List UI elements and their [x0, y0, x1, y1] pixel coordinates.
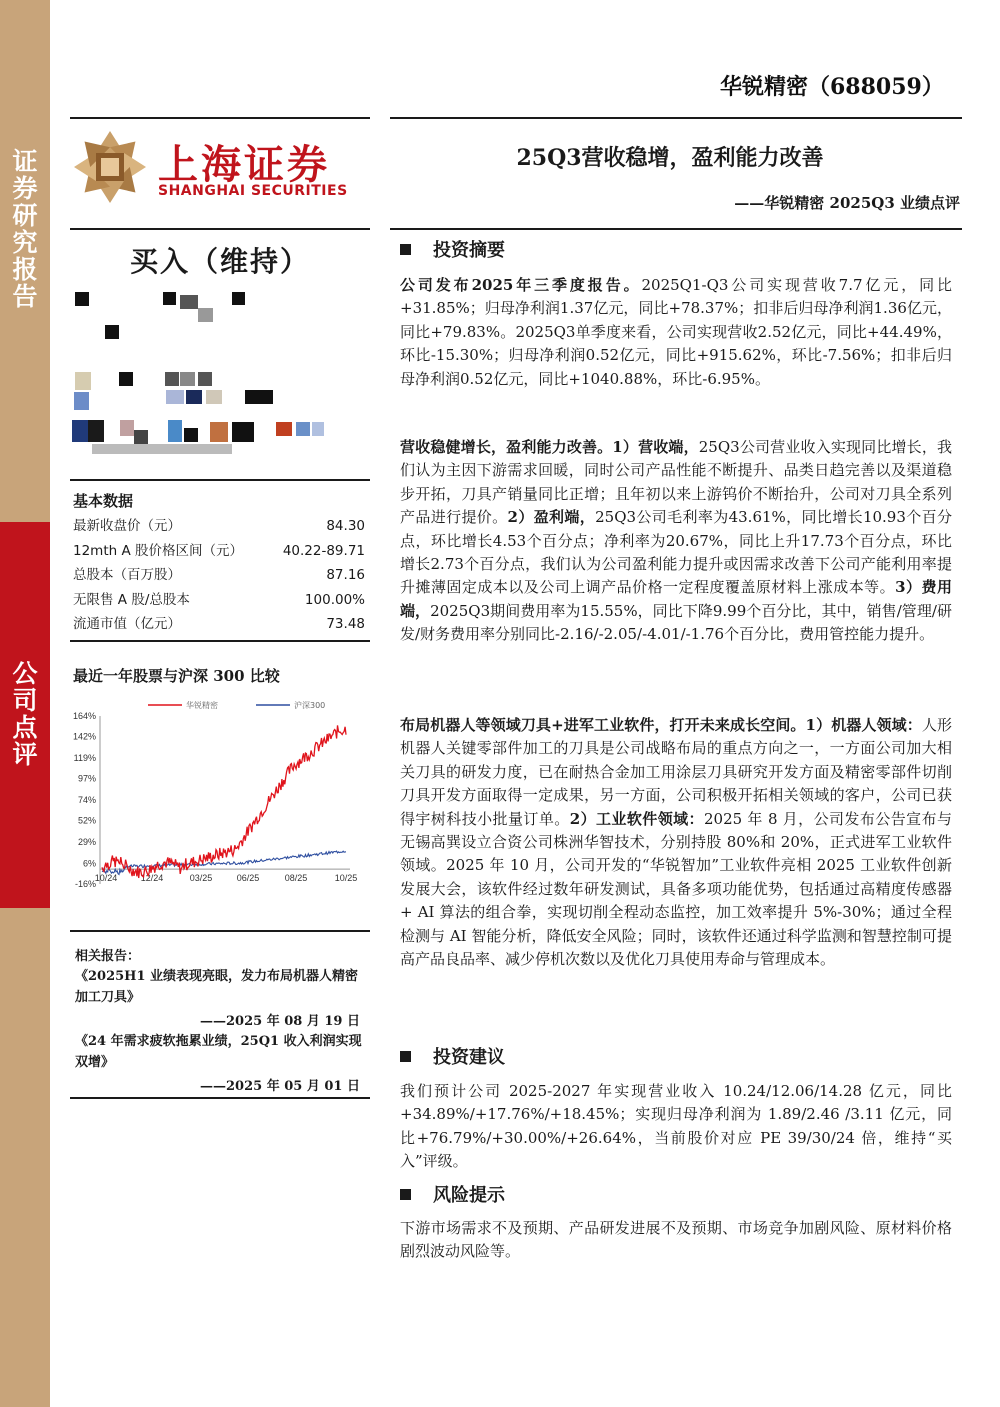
advice-heading-text: 投资建议 — [433, 1047, 505, 1068]
chart-y-tick-label: 119% — [73, 753, 96, 763]
stats-value: 84.30 — [326, 518, 365, 534]
related-report-title-2: 《24 年需求疲软拖累业绩，25Q1 收入利润实现双增》 — [75, 1034, 362, 1070]
chart-y-tick-label: 52% — [77, 815, 96, 826]
company-name-code: 华锐精密（688059） — [720, 74, 944, 100]
bullet-square-icon — [400, 1051, 411, 1062]
chart-y-tick-label: 164% — [72, 711, 96, 721]
paragraph-lead: 公司发布2025年三季度报告。 — [400, 276, 642, 294]
side-label-report-category: 公司点评 — [12, 659, 38, 769]
chart-x-tick-label: 08/25 — [284, 873, 308, 884]
summary-heading — [400, 236, 505, 262]
chart-y-tick-label: 97% — [77, 773, 96, 784]
logo-emblem-icon — [70, 127, 150, 207]
stats-row-unrestricted-ratio — [73, 588, 365, 613]
basic-data-divider — [70, 479, 370, 481]
stats-bottom-divider — [70, 640, 370, 642]
paragraph-sublead: 2）盈利端， — [507, 508, 596, 527]
stats-value: 100.00% — [304, 591, 365, 608]
paragraph-lead: 营收稳健增长，盈利能力改善。1）营收端， — [400, 438, 699, 456]
summary-paragraph-3 — [400, 714, 952, 971]
chart-x-tick-label: 03/25 — [189, 873, 213, 884]
summary-heading-text: 投资摘要 — [433, 240, 505, 261]
chart-y-tick-label: 74% — [77, 795, 96, 805]
investment-rating: 买入（维持） — [129, 245, 310, 278]
chart-y-tick-label: 29% — [77, 837, 96, 847]
bullet-square-icon — [400, 1189, 411, 1200]
stats-row-float-cap — [73, 612, 365, 637]
paragraph-body: 2025Q3期间费用率为15.55%，同比下降9.99个百分比，其中，销售/管理/研发/财务费用率分别同比-2.16/-2.05/-4.01/-1.76个百分比，费用管控能力提升。 — [400, 601, 952, 644]
paragraph-body: 2025Q1-Q3公司实现营收7.7亿元，同比+31.85%；归母净利润1.37亿元，同比+78.37%；扣非后归母净利润1.36亿元，同比+79.83%。2025Q3单季度来看，公司实现营收2.52亿元，同比+44.49%，环比-15.30%；归母净利润0.52亿元，同比+915.62%，环比-7.56%；扣非后归母净利润0.52亿元，同比+1040.88%，环比-6.95%。 — [400, 276, 952, 388]
bullet-square-icon — [400, 244, 411, 255]
stats-label: 总股本（百万股） — [73, 567, 181, 584]
risk-heading-text: 风险提示 — [433, 1185, 505, 1206]
chart-x-tick-label: 06/25 — [236, 873, 260, 884]
paragraph-body: 2025 年 8 月，公司发布公告宣布与无锡高巽设立合资公司株洲华智技术，分别持股 80%和 20%，正式进军工业软件领域。2025 年 10 月，公司开发的“华锐智加”工业软件亮相 2025 工业软件创新发展大会，该软件经过数年研发测试，具备多项功能优势，包括通过高精度传感器 + AI 算法的组合拳，实现切削全程动态监控，加工效率提升 5%-30%；通过全程检测与 AI 智能分析，降低安全风险；同时，该软件还通过科学监测和智慧控制可提高产品良品率、减少停机次数以及优化刀具使用寿命与管理成本。 — [400, 809, 952, 969]
chart-x-tick-label: 10/24 — [94, 873, 118, 884]
summary-paragraph-1 — [400, 274, 952, 391]
related-reports-label: 相关报告： — [75, 949, 141, 964]
paragraph-body: 25Q3公司毛利率为43.61%，同比增长10.93个百分点，环比增长4.53个百分点；净利率为20.67%，同比上升17.73个百分点，环比增长2.73个百分点，我们认为公司盈利能力提升或因需求改善下公司产能利用率提升摊薄固定成本以及公司上调产品价格一定程度覆盖原材料上涨成本等。 — [400, 508, 952, 597]
paragraph-sublead: 2）工业软件领域： — [569, 809, 704, 828]
title-divider-left — [70, 228, 370, 230]
logo-text-cn: 上海证券 — [158, 142, 330, 188]
stats-label: 12mth A 股价格区间（元） — [73, 542, 243, 559]
title-divider-right — [390, 228, 962, 230]
report-title: 25Q3营收稳增，盈利能力改善 — [516, 145, 824, 171]
basic-data-table — [73, 514, 365, 637]
related-report-title-1: 《2025H1 业绩表现亮眼，发力布局机器人精密加工刀具》 — [75, 969, 359, 1005]
related-report-date-2: ——2025 年 05 月 01 日 — [200, 1079, 360, 1094]
stats-value: 40.22-89.71 — [282, 542, 365, 559]
stats-row-price-range — [73, 539, 365, 564]
related-bottom-divider — [70, 1097, 370, 1099]
side-label-report-type: 证券研究报告 — [12, 147, 38, 311]
advice-paragraph: 我们预计公司 2025-2027 年实现营业收入 10.24/12.06/14.28 亿元，同比+34.89%/+17.76%/+18.45%；实现归母净利润为 1.89/2.46 /3.11 亿元，同比+76.79%/+30.00%/+26.64%，当前股价对应 PE 39/30/24 倍，维持“买入”评级。 — [400, 1082, 952, 1171]
header-divider-left — [70, 117, 370, 119]
paragraph-body: 人形机器人关键零部件加工的刀具是公司战略布局的重点方向之一，一方面公司加大相关刀具的研发力度，已在耐热合金加工用涂层刀具研究开发方面及精密零部件切削刀具开发方面取得一定成果，另一方面，公司积极开拓相关领域的客户，公司已获得宇树科技小批量订单。 — [400, 716, 952, 828]
chart-x-tick-label: 10/25 — [334, 873, 358, 884]
stats-label: 最新收盘价（元） — [73, 518, 181, 534]
header-divider-right — [390, 117, 962, 119]
report-subtitle: ——华锐精密 2025Q3 业绩点评 — [734, 194, 960, 212]
related-report-date-1: ——2025 年 08 月 19 日 — [200, 1014, 360, 1029]
risk-heading — [400, 1181, 505, 1207]
chart-legend-label: 华锐精密 — [186, 701, 218, 710]
chart-y-tick-label: -16% — [74, 879, 96, 889]
stats-label: 无限售 A 股/总股本 — [73, 591, 190, 608]
chart-title: 最近一年股票与沪深 300 比较 — [73, 667, 280, 685]
chart-x-tick-label: 12/24 — [140, 873, 164, 884]
basic-data-title: 基本数据 — [73, 492, 134, 510]
stats-row-total-shares — [73, 563, 365, 588]
stats-row-close-price — [73, 514, 365, 539]
risk-paragraph: 下游市场需求不及预期、产品研发进展不及预期、市场竞争加剧风险、原材料价格剧烈波动风险等。 — [400, 1219, 952, 1261]
summary-paragraph-2 — [400, 436, 952, 647]
stats-label: 流通市值（亿元） — [73, 616, 181, 633]
paragraph-body: 25Q3公司营业收入实现同比增长，我们认为主因下游需求回暖，同时公司产品性能不断提升、品类日趋完善以及渠道稳步开拓，刀具产销量同比正增；且年初以来上游钨价不断抬升，公司对刀具全系列产品进行提价。 — [400, 438, 952, 527]
advice-heading — [400, 1043, 505, 1069]
logo-text-en: SHANGHAI SECURITIES — [158, 183, 348, 199]
stats-value: 87.16 — [326, 567, 365, 584]
chart-legend-label: 沪深300 — [294, 701, 326, 710]
chart-svg — [70, 698, 365, 896]
chart-y-tick-label: 142% — [72, 731, 96, 742]
paragraph-lead: 布局机器人等领域刀具+进军工业软件，打开未来成长空间。1）机器人领域： — [400, 716, 922, 734]
shanghai-securities-logo — [70, 127, 370, 207]
chart-y-tick-label: 6% — [82, 858, 96, 869]
related-divider — [70, 930, 370, 932]
stock-comparison-chart — [70, 698, 365, 896]
paragraph-sublead: 3）费用端， — [400, 578, 952, 620]
stats-value: 73.48 — [326, 616, 365, 633]
